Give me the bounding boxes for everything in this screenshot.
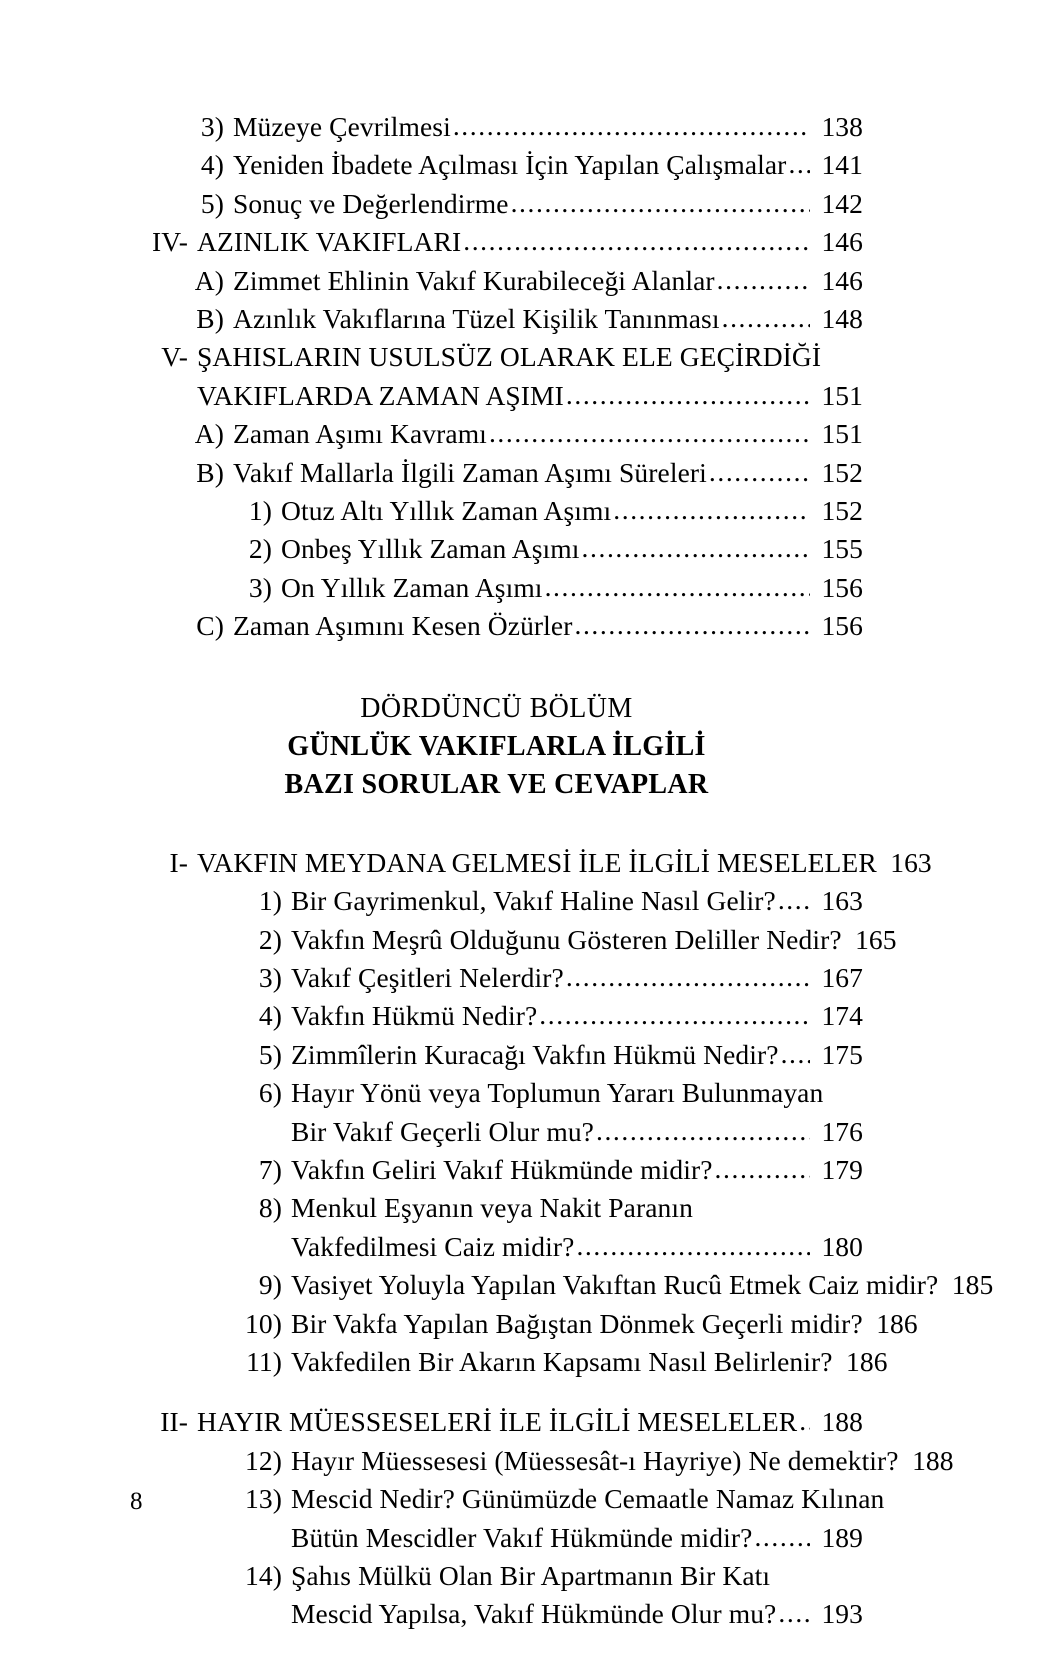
toc-entry-section[interactable] (130, 1403, 863, 1441)
entry-marker: 2) (248, 533, 272, 565)
entry-title: Zaman Aşımı Kavramı (233, 418, 487, 450)
toc-entry[interactable] (130, 185, 863, 223)
entry-marker: C) (196, 610, 224, 642)
entry-page: 155 (821, 533, 863, 565)
toc-entry[interactable] (130, 492, 863, 530)
entry-marker: 1) (248, 495, 272, 527)
entry-title: Azınlık Vakıflarına Tüzel Kişilik Tanınması (233, 303, 720, 335)
entry-page: 186 (846, 1345, 888, 1377)
toc-entry-continuation[interactable] (130, 1228, 863, 1266)
entry-title: Bütün Mescidler Vakıf Hükmünde midir? (291, 1521, 753, 1553)
dot-leader (566, 376, 810, 414)
toc-entry[interactable] (130, 997, 863, 1035)
entry-title: Vakıf Mallarla İlgili Zaman Aşımı Süreleri (233, 456, 707, 488)
toc-list (130, 108, 994, 1634)
entry-page: 156 (821, 610, 863, 642)
entry-title: Bir Vakıf Geçerli Olur mu? (291, 1115, 594, 1147)
dot-leader (511, 184, 810, 222)
entry-page: 185 (951, 1269, 994, 1301)
entry-page: 179 (821, 1153, 863, 1185)
entry-title: Mescid Yapılsa, Vakıf Hükmünde Olur mu? (291, 1598, 777, 1630)
entry-title: Vasiyet Yoluyla Yapılan Vakıftan Rucû Etmek Caiz midir? (291, 1269, 939, 1301)
entry-title: Vakfın Meşrû Olduğunu Gösteren Deliller Nedir? (291, 923, 842, 955)
entry-page: 138 (821, 111, 863, 142)
toc-entry[interactable] (130, 1305, 918, 1343)
entry-marker: 1) (258, 885, 282, 917)
part-heading-line-3: BAZI SORULAR VE CEVAPLAR (284, 768, 709, 800)
toc-entry[interactable] (130, 607, 863, 645)
toc-entry[interactable] (130, 882, 863, 920)
entry-page: 176 (821, 1115, 863, 1147)
entry-page: 163 (821, 885, 863, 917)
entry-page: 152 (821, 456, 863, 488)
toc-entry[interactable] (130, 1442, 954, 1480)
entry-title: Vakfedilen Bir Akarın Kapsamı Nasıl Belirlenir? (291, 1345, 833, 1377)
dot-leader (709, 453, 810, 491)
entry-title: Otuz Altı Yıllık Zaman Aşımı (281, 495, 612, 527)
entry-page: 167 (821, 961, 863, 993)
toc-entry[interactable] (130, 1036, 863, 1074)
entry-page: 188 (912, 1444, 954, 1476)
entry-marker: B) (196, 456, 224, 488)
entry-marker: 3) (200, 111, 224, 142)
dot-leader (574, 606, 810, 644)
entry-title: VAKFIN MEYDANA GELMESİ İLE İLGİLİ MESELELER (197, 846, 877, 878)
toc-entry-continuation[interactable] (130, 377, 863, 415)
entry-title: On Yıllık Zaman Aşımı (281, 571, 543, 603)
toc-entry-section[interactable] (130, 223, 863, 261)
toc-entry[interactable] (130, 1151, 863, 1189)
entry-title: Yeniden İbadete Açılması İçin Yapılan Çalışmalar (233, 149, 787, 181)
dot-leader (781, 1035, 810, 1073)
toc-entry[interactable] (130, 959, 863, 997)
entry-marker: 5) (200, 187, 224, 219)
entry-marker: 2) (258, 923, 282, 955)
dot-leader (596, 1112, 810, 1150)
toc-entry[interactable] (130, 1189, 863, 1227)
entry-marker: 14) (245, 1560, 282, 1591)
dot-leader (582, 529, 810, 567)
entry-page: 152 (821, 495, 863, 527)
entry-title: Bir Gayrimenkul, Vakıf Haline Nasıl Gelir? (291, 885, 776, 917)
entry-title: Müzeye Çevrilmesi (233, 111, 451, 142)
entry-marker: 9) (258, 1269, 282, 1301)
dot-leader (576, 1227, 810, 1265)
entry-marker: 7) (258, 1153, 282, 1185)
dot-leader (778, 881, 810, 919)
entry-page: 193 (821, 1598, 863, 1630)
entry-marker: IV- (152, 226, 188, 258)
toc-entry[interactable] (130, 1557, 863, 1595)
entry-title: Zimmîlerin Kuracağı Vakfın Hükmü Nedir? (291, 1038, 779, 1070)
toc-entry[interactable] (130, 108, 863, 146)
entry-marker: 3) (248, 571, 272, 603)
entry-page: 141 (821, 149, 863, 181)
entry-page: 151 (821, 418, 863, 450)
toc-entry-continuation[interactable] (130, 1519, 863, 1557)
entry-page: 151 (821, 379, 863, 411)
part-heading (130, 690, 863, 804)
entry-title: HAYIR MÜESSESELERİ İLE İLGİLİ MESELELER (197, 1406, 798, 1438)
entry-title: Zimmet Ehlinin Vakıf Kurabileceği Alanlar (233, 264, 715, 296)
section-spacer (130, 1381, 863, 1403)
entry-title: VAKIFLARDA ZAMAN AŞIMI (197, 379, 564, 411)
entry-title: Zaman Aşımını Kesen Özürler (233, 610, 573, 642)
page-folio-number: 8 (130, 1488, 143, 1515)
entry-marker: 5) (258, 1038, 282, 1070)
entry-marker: II- (160, 1406, 188, 1438)
entry-marker: 11) (246, 1345, 282, 1377)
entry-title: Mescid Nedir? Günümüzde Cemaatle Namaz Kılınan (291, 1483, 885, 1515)
entry-page: 163 (890, 846, 932, 878)
entry-page: 175 (821, 1038, 863, 1070)
toc-entry[interactable] (130, 1343, 888, 1381)
dot-leader (717, 261, 810, 299)
entry-title: Bir Vakfa Yapılan Bağıştan Dönmek Geçerli midir? (291, 1307, 863, 1339)
entry-marker: 4) (200, 149, 224, 181)
entry-title: Hayır Yönü veya Toplumun Yararı Bulunmayan (291, 1077, 824, 1109)
entry-page: 180 (821, 1230, 863, 1262)
dot-leader (778, 1594, 810, 1632)
entry-marker: 6) (258, 1077, 282, 1109)
entry-title: Vakfın Hükmü Nedir? (291, 1000, 538, 1032)
dot-leader (722, 299, 810, 337)
entry-page: 146 (821, 226, 863, 258)
dot-leader (613, 491, 810, 529)
entry-marker: 10) (245, 1307, 282, 1339)
entry-page: 142 (821, 187, 863, 219)
entry-page: 189 (821, 1521, 863, 1553)
entry-title: Sonuç ve Değerlendirme (233, 187, 509, 219)
entry-marker: 3) (258, 961, 282, 993)
dot-leader (489, 414, 810, 452)
entry-page: 156 (821, 571, 863, 603)
toc-entry[interactable] (130, 1266, 994, 1304)
toc-entry[interactable] (130, 146, 863, 184)
dot-leader (799, 1402, 810, 1440)
toc-entry[interactable] (130, 569, 863, 607)
entry-title: Onbeş Yıllık Zaman Aşımı (281, 533, 580, 565)
dot-leader (715, 1150, 810, 1188)
dot-leader (788, 145, 810, 183)
entry-title: Vakfedilmesi Caiz midir? (291, 1230, 575, 1262)
entry-marker: 12) (245, 1444, 282, 1476)
entry-page: 148 (821, 303, 863, 335)
toc-entry-section[interactable] (130, 844, 932, 882)
entry-marker: 8) (258, 1192, 282, 1224)
dot-leader (453, 107, 810, 145)
dot-leader (754, 1518, 810, 1556)
toc-entry[interactable] (130, 415, 863, 453)
entry-title: Vakfın Geliri Vakıf Hükmünde midir? (291, 1153, 713, 1185)
toc-entry[interactable] (130, 1480, 885, 1518)
entry-page: 174 (821, 1000, 863, 1032)
part-heading-line-1: DÖRDÜNCÜ BÖLÜM (360, 692, 633, 724)
dot-leader (545, 568, 810, 606)
entry-title: AZINLIK VAKIFLARI (197, 226, 462, 258)
entry-marker: A) (194, 264, 224, 296)
entry-title: Menkul Eşyanın veya Nakit Paranın (291, 1192, 693, 1224)
entry-title: Şahıs Mülkü Olan Bir Apartmanın Bir Katı (291, 1560, 771, 1591)
toc-entry[interactable] (130, 300, 863, 338)
toc-entry[interactable] (130, 262, 863, 300)
toc-entry-continuation[interactable] (130, 1113, 863, 1151)
entry-marker: A) (194, 418, 224, 450)
entry-page: 146 (821, 264, 863, 296)
entry-marker: B) (196, 303, 224, 335)
dot-leader (566, 958, 810, 996)
toc-entry[interactable] (130, 530, 863, 568)
entry-title: Vakıf Çeşitleri Nelerdir? (291, 961, 564, 993)
entry-marker: V- (161, 341, 188, 373)
entry-marker: 13) (245, 1483, 282, 1515)
dot-leader (539, 996, 810, 1034)
dot-leader (463, 222, 810, 260)
entry-title: ŞAHISLARIN USULSÜZ OLARAK ELE GEÇİRDİĞİ (197, 341, 822, 373)
toc-entry[interactable] (130, 454, 863, 492)
entry-page: 186 (876, 1307, 918, 1339)
entry-title: Hayır Müessesesi (Müessesât-ı Hayriye) Ne demektir? (291, 1444, 899, 1476)
part-heading-line-2: GÜNLÜK VAKIFLARLA İLGİLİ (287, 730, 706, 762)
toc-entry[interactable] (130, 921, 897, 959)
entry-marker: I- (169, 846, 188, 878)
entry-marker: 4) (258, 1000, 282, 1032)
toc-entry-continuation[interactable] (130, 1595, 863, 1633)
toc-entry-section[interactable] (130, 338, 863, 376)
entry-page: 188 (821, 1406, 863, 1438)
entry-page: 165 (855, 923, 897, 955)
toc-entry[interactable] (130, 1074, 863, 1112)
